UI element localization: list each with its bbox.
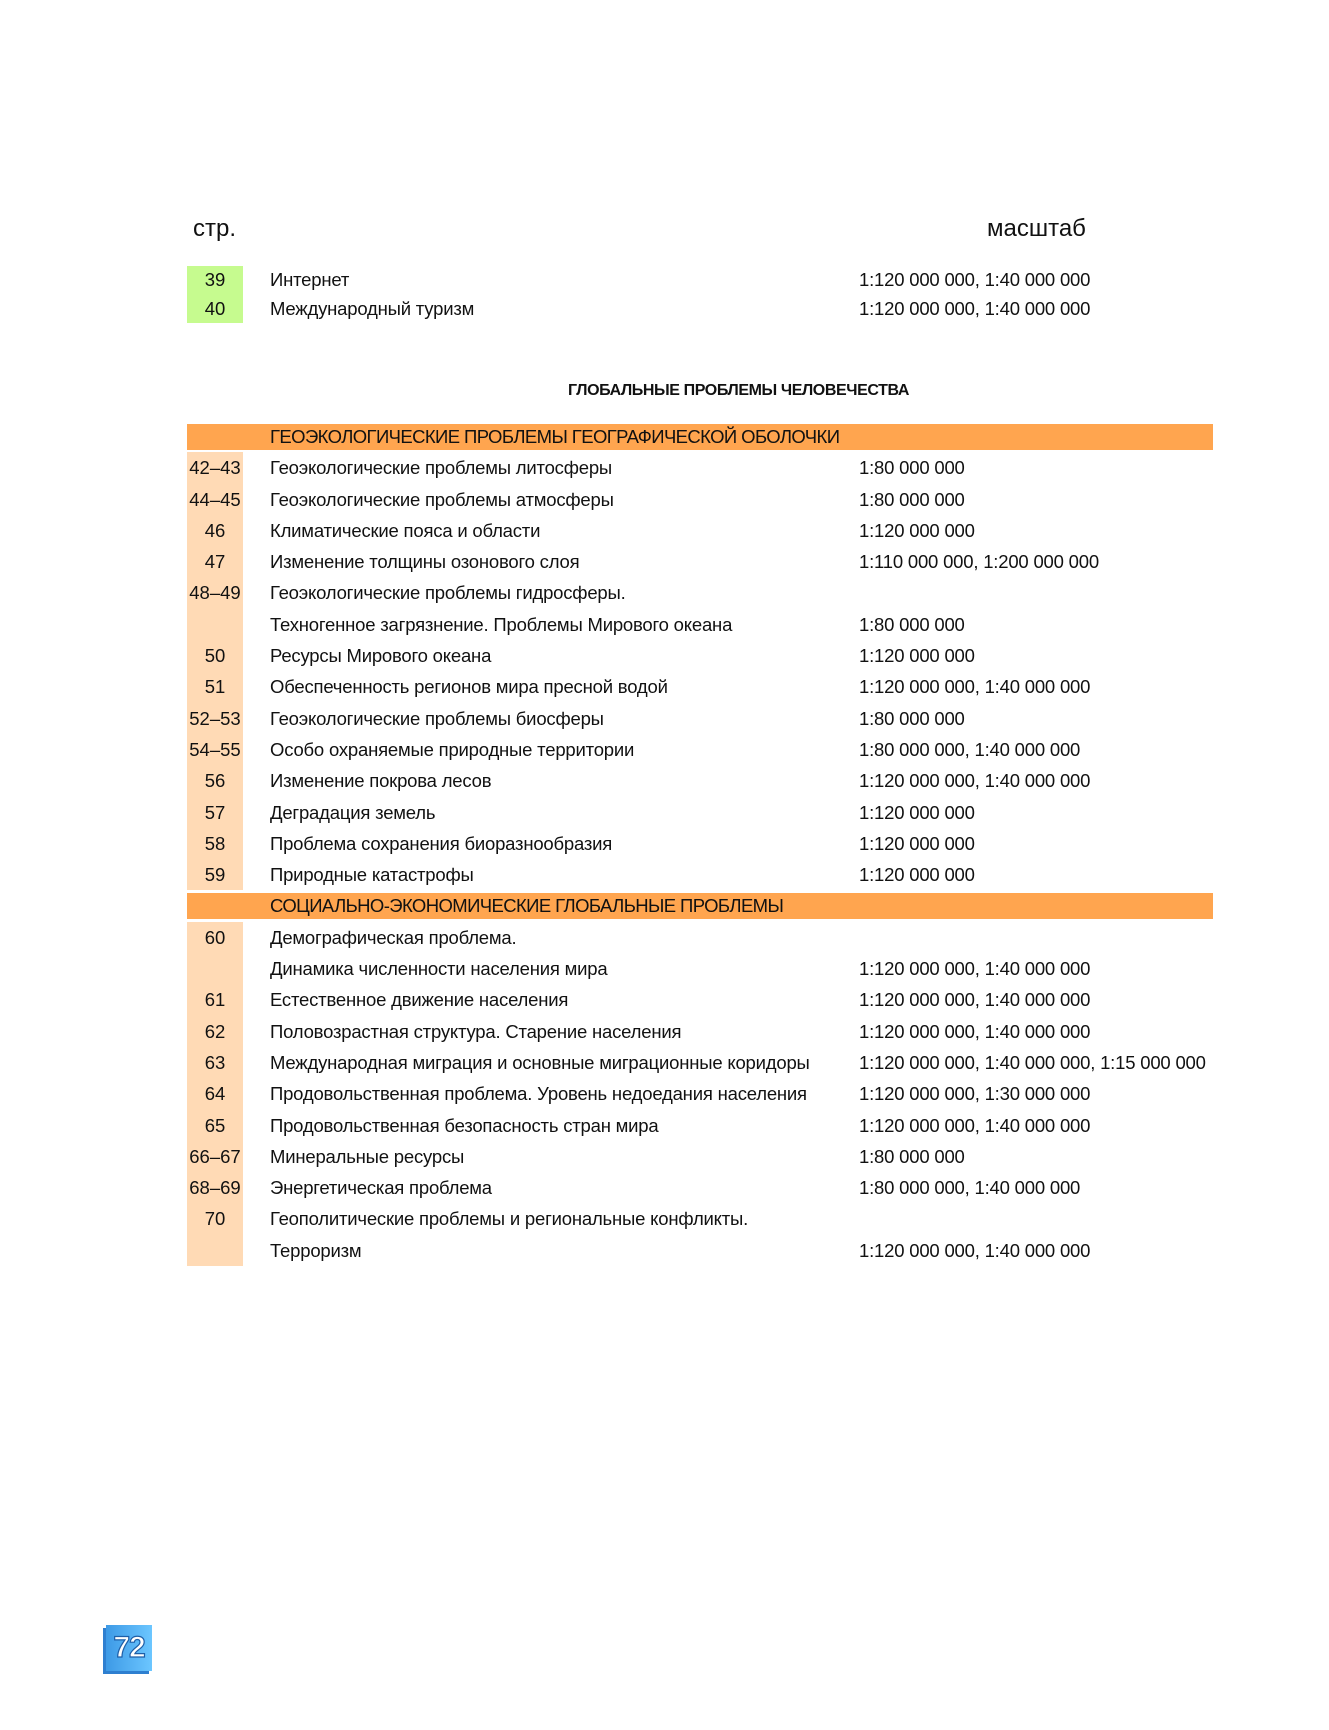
toc-row[interactable] — [187, 266, 1217, 295]
toc-row[interactable] — [187, 734, 1213, 765]
entry-title: Ресурсы Мирового океана — [270, 645, 492, 667]
page-number: 57 — [187, 797, 243, 828]
page-number: 70 — [187, 1203, 243, 1234]
toc-row[interactable] — [187, 577, 1213, 608]
entry-title: Международный туризм — [270, 297, 475, 319]
entry-title: Геополитические проблемы и региональные конфликты. — [270, 1208, 749, 1230]
toc-row[interactable] — [187, 797, 1213, 828]
toc-row[interactable] — [187, 859, 1213, 890]
entry-scale: 1:80 000 000 — [859, 457, 965, 479]
page-number-badge — [103, 1625, 151, 1673]
entry-scale: 1:120 000 000, 1:40 000 000 — [859, 297, 1091, 319]
toc-row[interactable] — [187, 546, 1213, 577]
page-number: 58 — [187, 828, 243, 859]
page-number: 47 — [187, 546, 243, 577]
entry-title: Проблема сохранения биоразнообразия — [270, 832, 613, 854]
entry-title: Изменение толщины озонового слоя — [270, 551, 580, 573]
entry-title: Динамика численности населения мира — [270, 958, 608, 980]
page-number: 61 — [187, 984, 243, 1015]
entry-scale: 1:80 000 000 — [859, 488, 965, 510]
page-number: 62 — [187, 1016, 243, 1047]
group-header-title: СОЦИАЛЬНО-ЭКОНОМИЧЕСКИЕ ГЛОБАЛЬНЫЕ ПРОБЛЕМЫ — [270, 895, 784, 917]
toc-row[interactable] — [187, 1078, 1213, 1109]
entry-scale: 1:80 000 000 — [859, 1145, 965, 1167]
toc-row[interactable] — [187, 703, 1213, 734]
entry-scale: 1:120 000 000 — [859, 645, 975, 667]
page-number: 50 — [187, 640, 243, 671]
entry-scale: 1:120 000 000, 1:40 000 000, 1:15 000 000 — [859, 1051, 1206, 1073]
entry-title: Особо охраняемые природные территории — [270, 738, 635, 760]
toc-row[interactable] — [187, 1110, 1213, 1141]
page-number: 39 — [187, 266, 243, 295]
toc-row[interactable] — [187, 828, 1213, 859]
toc-row[interactable] — [187, 1141, 1213, 1172]
page-number: 48–49 — [187, 577, 243, 608]
toc-row[interactable] — [187, 1172, 1213, 1203]
toc-row[interactable] — [187, 515, 1213, 546]
top-entries-list — [187, 266, 1217, 323]
entry-title: Природные катастрофы — [270, 864, 474, 886]
entry-title: Терроризм — [270, 1239, 362, 1261]
entry-title: Естественное движение населения — [270, 989, 569, 1011]
toc-row[interactable] — [187, 953, 1213, 984]
entry-scale: 1:120 000 000, 1:40 000 000 — [859, 269, 1091, 290]
page-number: 66–67 — [187, 1141, 243, 1172]
section-title: ГЛОБАЛЬНЫЕ ПРОБЛЕМЫ ЧЕЛОВЕЧЕСТВА — [567, 382, 910, 399]
group-header-title: ГЕОЭКОЛОГИЧЕСКИЕ ПРОБЛЕМЫ ГЕОГРАФИЧЕСКОЙ ОБОЛОЧКИ — [270, 426, 840, 447]
entry-title: Изменение покрова лесов — [270, 770, 492, 792]
toc-main-list — [187, 421, 1213, 1266]
entry-title: Энергетическая проблема — [270, 1177, 492, 1199]
entry-title: Деградация земель — [270, 801, 436, 823]
page-number: 60 — [187, 922, 243, 953]
toc-row[interactable] — [187, 984, 1213, 1015]
group-header-bar — [187, 421, 1213, 452]
page-number: 52–53 — [187, 703, 243, 734]
entry-title: Половозрастная структура. Старение населения — [270, 1020, 682, 1042]
entry-title: Обеспеченность регионов мира пресной водой — [270, 676, 668, 698]
entry-scale: 1:120 000 000 — [859, 801, 975, 823]
toc-row[interactable] — [187, 922, 1213, 953]
entry-scale: 1:80 000 000 — [859, 613, 965, 635]
entry-title: Техногенное загрязнение. Проблемы Мирового океана — [270, 613, 733, 635]
entry-scale: 1:120 000 000, 1:40 000 000 — [859, 1239, 1091, 1261]
toc-row[interactable] — [187, 1047, 1213, 1078]
page-number: 40 — [187, 295, 243, 324]
toc-row[interactable] — [187, 609, 1213, 640]
entry-scale: 1:120 000 000, 1:40 000 000 — [859, 1020, 1091, 1042]
entry-title: Продовольственная безопасность стран мира — [270, 1114, 659, 1136]
page-number: 44–45 — [187, 484, 243, 515]
group-header-bar — [187, 890, 1213, 921]
toc-row[interactable] — [187, 452, 1213, 483]
page-number: 54–55 — [187, 734, 243, 765]
entry-title: Интернет — [270, 269, 350, 290]
toc-row[interactable] — [187, 1016, 1213, 1047]
toc-row[interactable] — [187, 765, 1213, 796]
entry-scale: 1:120 000 000 — [859, 519, 975, 541]
entry-scale: 1:80 000 000, 1:40 000 000 — [859, 738, 1081, 760]
page-number: 42–43 — [187, 452, 243, 483]
toc-row[interactable] — [187, 1235, 1213, 1266]
entry-scale: 1:120 000 000, 1:30 000 000 — [859, 1083, 1091, 1105]
page-number: 63 — [187, 1047, 243, 1078]
entry-scale: 1:110 000 000, 1:200 000 000 — [859, 551, 1099, 573]
page-number — [187, 609, 243, 640]
toc-row[interactable] — [187, 640, 1213, 671]
entry-scale: 1:80 000 000 — [859, 707, 965, 729]
entry-title: Демографическая проблема. — [270, 926, 517, 948]
entry-scale: 1:120 000 000, 1:40 000 000 — [859, 1114, 1091, 1136]
entry-title: Международная миграция и основные миграционные коридоры — [270, 1051, 810, 1073]
toc-row[interactable] — [187, 1203, 1213, 1234]
entry-scale: 1:80 000 000, 1:40 000 000 — [859, 1177, 1081, 1199]
entry-title: Геоэкологические проблемы гидросферы. — [270, 582, 626, 604]
entry-scale: 1:120 000 000, 1:40 000 000 — [859, 958, 1091, 980]
page-number: 59 — [187, 859, 243, 890]
page-number: 56 — [187, 765, 243, 796]
entry-title: Геоэкологические проблемы биосферы — [270, 707, 604, 729]
page-number: 65 — [187, 1110, 243, 1141]
entry-title: Геоэкологические проблемы литосферы — [270, 457, 613, 479]
entry-scale: 1:120 000 000, 1:40 000 000 — [859, 770, 1091, 792]
column-header-page: стр. — [193, 215, 237, 242]
toc-row[interactable] — [187, 295, 1217, 324]
entry-scale: 1:120 000 000, 1:40 000 000 — [859, 989, 1091, 1011]
entry-scale: 1:120 000 000 — [859, 832, 975, 854]
page-number — [187, 1235, 243, 1266]
page-number: 64 — [187, 1078, 243, 1109]
page-number: 68–69 — [187, 1172, 243, 1203]
page-number-text: 72 — [113, 1631, 145, 1664]
page-number — [187, 953, 243, 984]
page-number: 51 — [187, 671, 243, 702]
entry-title: Продовольственная проблема. Уровень недоедания населения — [270, 1083, 807, 1105]
entry-title: Геоэкологические проблемы атмосферы — [270, 488, 614, 510]
toc-row[interactable] — [187, 671, 1213, 702]
entry-scale: 1:120 000 000 — [859, 864, 975, 886]
column-header-scale: масштаб — [987, 215, 1086, 242]
toc-row[interactable] — [187, 484, 1213, 515]
page-number: 46 — [187, 515, 243, 546]
entry-title: Минеральные ресурсы — [270, 1145, 465, 1167]
entry-title: Климатические пояса и области — [270, 519, 541, 541]
entry-scale: 1:120 000 000, 1:40 000 000 — [859, 676, 1091, 698]
